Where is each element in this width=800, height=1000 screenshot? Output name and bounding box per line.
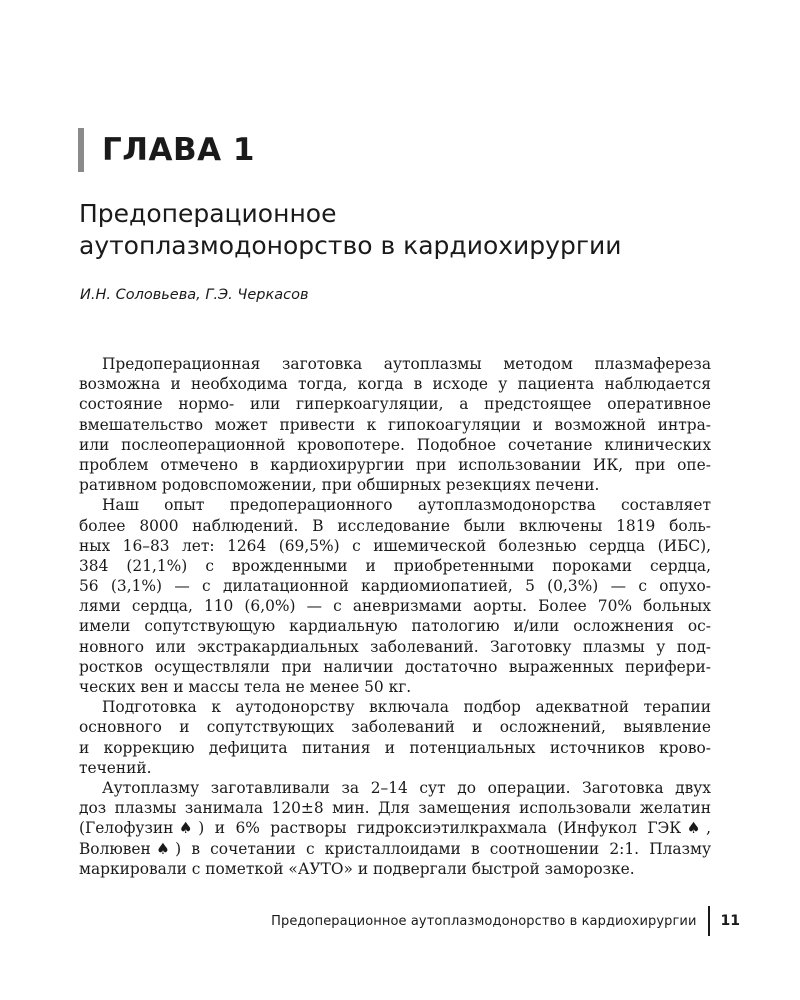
- body-line: (Гелофузин♠) и 6% растворы гидроксиэтилкрахмала (Инфукол ГЭК♠,: [79, 819, 711, 838]
- body-line: лями сердца, 110 (6,0%) — с аневризмами аорты. Более 70% больных: [79, 597, 711, 616]
- page-number: 11: [720, 913, 740, 929]
- body-line: и коррекцию дефицита питания и потенциальных источников крово-: [79, 738, 711, 757]
- chapter-authors: И.Н. Соловьева, Г.Э. Черкасов: [80, 287, 309, 303]
- chapter-title-line: Предоперационное: [79, 199, 337, 228]
- body-line: ративном родовспоможении, при обширных резекциях печени.: [79, 476, 600, 495]
- body-line: Подготовка к аутодонорству включала подбор адекватной терапии: [102, 698, 711, 717]
- body-line: Волювен♠) в сочетании с кристаллоидами в соотношении 2:1. Плазму: [79, 839, 711, 858]
- body-line: ростков осуществляли при наличии достаточно выраженных перифери-: [79, 657, 711, 676]
- body-line: доз плазмы занимала 120±8 мин. Для замещения использовали желатин: [79, 799, 711, 818]
- body-line: Наш опыт предоперационного аутоплазмодонорства составляет: [102, 496, 711, 515]
- body-line: имели сопутствующую кардиальную патологию и/или осложнения ос-: [79, 617, 711, 636]
- page-footer: [0, 906, 740, 936]
- body-line: течений.: [79, 758, 152, 777]
- body-line: Аутоплазму заготавливали за 2–14 сут до операции. Заготовка двух: [102, 778, 711, 797]
- body-line: новного или экстракардиальных заболеваний. Заготовку плазмы у под-: [79, 637, 711, 656]
- body-line: состояние нормо- или гиперкоагуляции, а предстоящее оперативное: [79, 395, 711, 414]
- body-line: Предоперационная заготовка аутоплазмы методом плазмафереза: [102, 355, 711, 373]
- chapter-label: ГЛАВА 1: [102, 132, 255, 168]
- body-line: возможна и необходима тогда, когда в исходе у пациента наблюдается: [79, 375, 711, 394]
- body-line: ных 16–83 лет: 1264 (69,5%) с ишемической болезнью сердца (ИБС),: [79, 536, 711, 555]
- chapter-title-line: аутоплазмодонорство в кардиохирургии: [79, 231, 622, 260]
- chapter-marker-bar: [78, 128, 84, 172]
- body-line: ческих вен и массы тела не менее 50 кг.: [79, 678, 412, 696]
- body-line: вмешательство может привести к гипокоагуляции и возможной интра-: [79, 415, 711, 434]
- body-line: более 8000 наблюдений. В исследование были включены 1819 боль-: [79, 516, 711, 535]
- chapter-heading: [78, 128, 255, 172]
- chapter-title: [79, 198, 739, 262]
- body-line: маркировали с пометкой «АУТО» и подвергали быстрой заморозке.: [79, 859, 635, 878]
- body-line: или послеоперационной кровопотере. Подобное сочетание клинических: [79, 435, 711, 454]
- body-line: основного и сопутствующих заболеваний и осложнений, выявление: [79, 718, 711, 737]
- body-line: 56 (3,1%) — с дилатационной кардиомиопатией, 5 (0,3%) — с опухо-: [79, 577, 711, 596]
- body-line: 384 (21,1%) с врожденными и приобретенными пороками сердца,: [79, 556, 711, 575]
- footer-divider: [708, 906, 710, 936]
- running-title: Предоперационное аутоплазмодонорство в кардиохирургии: [271, 913, 697, 929]
- body-text: [79, 354, 711, 879]
- body-line: проблем отмечено в кардиохирургии при использовании ИК, при опе-: [79, 455, 711, 474]
